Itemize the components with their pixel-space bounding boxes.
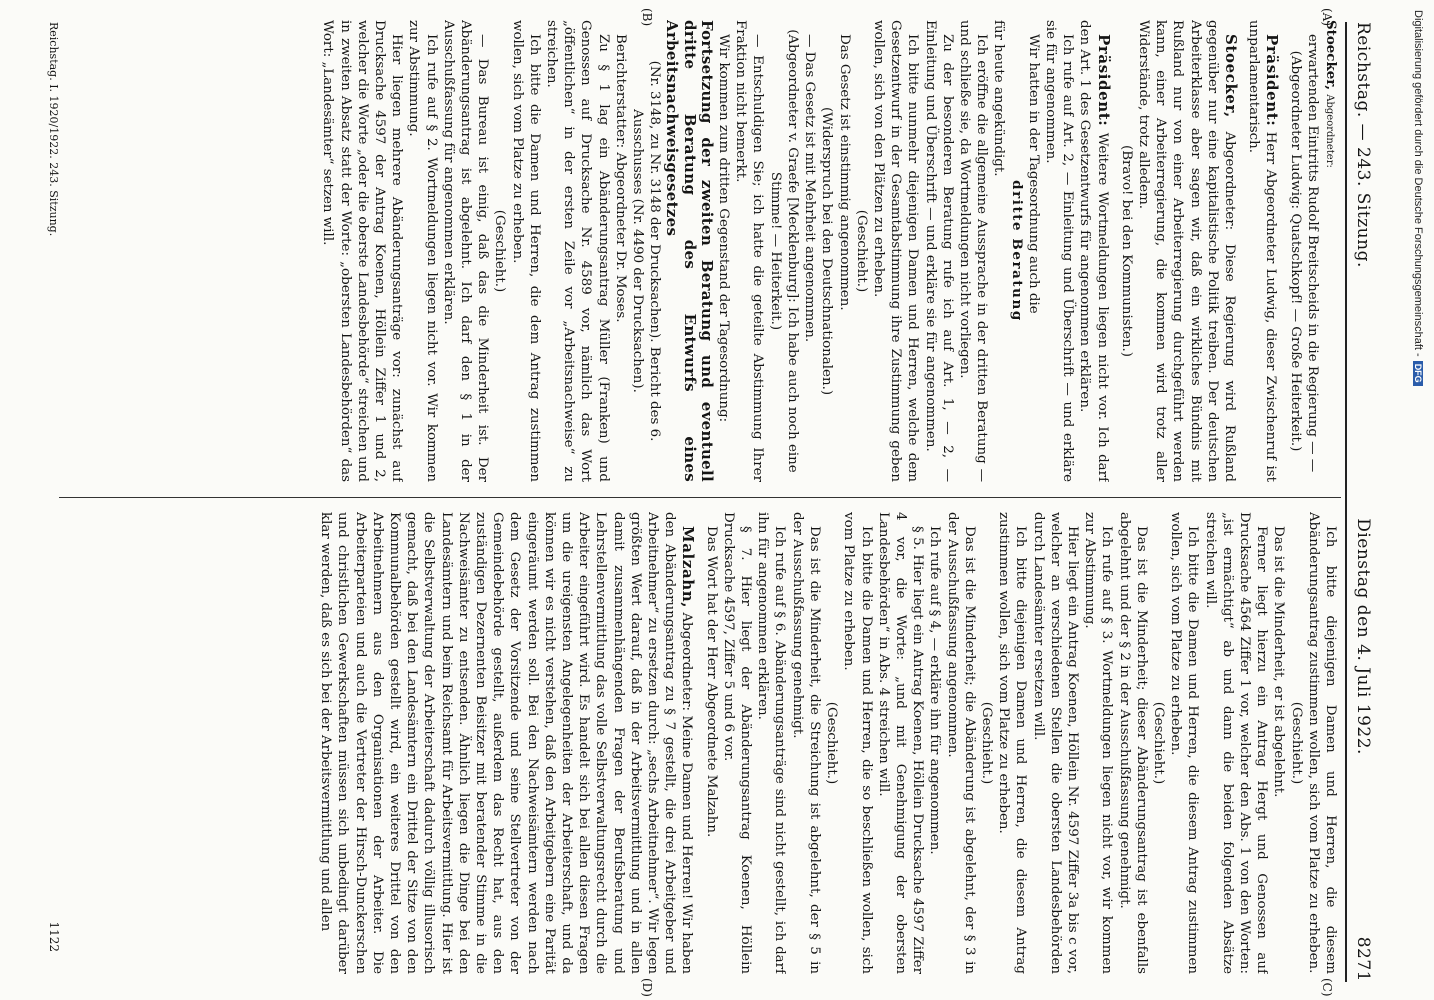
column-divider <box>59 497 1341 498</box>
interjection: (Geschieht.) <box>1150 701 1166 785</box>
paragraph: — Das Gesetz ist mit Mehrheit angenommen. <box>802 34 818 343</box>
speaker-name: Präsident: <box>1094 34 1113 127</box>
interjection: (Abgeordneter v. Graefe [Mecklenburg]: Ich habe auch noch eine Stimme! — Heiterkeit.) <box>767 29 800 473</box>
paragraph <box>317 512 696 974</box>
paragraph: für heute angekündigt. <box>991 20 1007 177</box>
paragraph: Ich rufe auf Art. 2, — Einleitung und Überschrift — und erkläre sie für angenommen. <box>1042 20 1076 482</box>
paragraph: Ich eröffne die allgemeine Aussprache in der dritten Beratung — und schließe sie, da Wortmeldungen nicht vorliegen. <box>956 20 990 482</box>
speaker-name: Stoecker, <box>1221 34 1240 118</box>
dfg-logo: DFG <box>1413 361 1423 386</box>
speaker-name: Stoecker, <box>1323 20 1339 90</box>
paragraph: Ich bitte die Damen und Herren, die so beschließen wollen, sich vom Platze zu erheben. <box>841 512 874 974</box>
agenda-heading: Fortsetzung der zweiten Beratung und eventuell dritte Beratung des Entwurfs eines Arbeitsnachweisgesetzes <box>663 20 716 482</box>
digitization-credit <box>1410 10 1424 990</box>
speaker-name: Malzahn, <box>679 526 698 609</box>
paragraph: Zu § 1 lag ein Abänderungsantrag Müller (Franken) und Genossen auf Drucksache Nr. 4589 vor, nämlich das Wort „öffentlichen“ in der ersten Zeile vor „Arbeitsnachweise“ zu streichen. <box>544 20 611 482</box>
paragraph: Wir kommen zum dritten Gegenstand der Tagesordnung: <box>716 34 732 423</box>
paragraph: Das ist die Minderheit; die Abänderung ist abgelehnt, der § 3 in der Ausschußfassung angenommen. <box>944 512 977 974</box>
margin-marker-c: (C) <box>1320 978 1334 997</box>
sheet-number: 1122 <box>47 921 62 952</box>
paragraph <box>1245 20 1280 482</box>
paragraph: Hier liegen mehrere Abänderungsanträge vor: zunächst auf Drucksache 4597 der Antrag Koenen, Höllein Ziffer 1 und 2, welcher die Worte „oder die oberste Landesbehörde“ streichen und in zweiten Absatz statt der Worte: „obersten Landesbehörden“ das Wort: „Landesämter“ setzen will. <box>320 20 405 482</box>
interjection: (Bravo! bei den Kommunisten.) <box>1118 144 1134 358</box>
interjection: (Geschieht.) <box>824 701 840 785</box>
paragraph: Berichterstatter: Abgeordneter Dr. Moses. <box>612 34 628 323</box>
header-date: Dienstag den 4. Juli 1922. <box>1353 518 1373 755</box>
header-rule <box>1345 22 1347 982</box>
paragraph: Ich bitte diejenigen Damen und Herren, die diesem Antrag zustimmen wollen, sich vom Platze zu erheben. <box>996 512 1029 974</box>
paragraph: Ich bitte die Damen und Herren, die dem Antrag zustimmen wollen, sich vom Platze zu erheben. <box>509 20 542 482</box>
interjection: (Geschieht.) <box>492 209 508 293</box>
paragraph: Das ist die Minderheit, er ist abgelehnt. <box>1271 526 1287 798</box>
page-number: 8271 <box>1353 936 1373 982</box>
speaker-role: Abgeordneter: <box>1324 94 1335 168</box>
interjection: (Widerspruch bei den Deutschnationalen.) <box>819 106 835 396</box>
interjection: (Geschieht.) <box>853 209 869 293</box>
paragraph: Wir hatten in der Tagesordnung auch die <box>1025 34 1041 314</box>
paragraph: Das ist die Minderheit; dieser Abänderungsantrag ist ebenfalls abgelehnt und der § 2 in der Ausschußfassung genehmigt. <box>1116 512 1149 974</box>
paragraph <box>1135 20 1239 482</box>
header-left: Reichstag. — 243. Sitzung. <box>1353 22 1373 268</box>
paragraph: — Das Bureau ist einig, daß das die Minderheit ist. Der Abänderungsantrag ist abgelehnt. Ich darf den § 1 in der Ausschußfassung für angenommen erklären. <box>440 20 491 482</box>
speech-text: Abgeordneter: Meine Damen und Herren! Wir haben den Abänderungsantrag zu § 7 gestellt, die drei Arbeitgeber und Arbeitnehmer“ zu ersetzen durch: „sechs Arbeitnehmer“. Wir legen größten Wert darauf, daß in der Arbeitsvermittlung und in allen damit zusammenhängenden Fragen der Berufsberatung und Lehrstellenvermittlung das volle Selbstverwaltungsrecht durch die Arbeiter eingeführt wird. Es handelt sich bei allen diesen Fragen um die ureigensten Angelegenheiten der Arbeiterschaft, und da können wir es nicht verstehen, daß den Arbeitgebern eine Parität eingeräumt werden soll. Bei den Nachweisämtern werden nach dem Gesetz der Vorsitzende und seine Stellvertreter von der Gemeindebehörde gestellt, außerdem das Recht hat, aus den zuständigen Dezernenten Beisitzer mit beratender Stimme in die Nachweisämter zu entsenden. Ähnlich liegen die Dinge bei den Landesämtern und beim Reichsamt für Arbeitsvermittlung. Hier ist die Selbstverwaltung der Arbeiterschaft dadurch völlig illusorisch gemacht, daß bei den Landesämtern ein Drittel der Sitze von den Kommunalbehörden gestellt wird, ein weiteres Drittel von den Arbeitnehmern aus den Organisationen der Arbeiter. Die Arbeiterparteien und auch die Vertreter der Hirsch-Dunckerschen und christlichen Gewerkschaften müssen sich unbedingt darüber klar werden, daß es sich bei der Arbeitsvermittlung und allen <box>318 512 695 974</box>
page-header <box>1345 22 1375 982</box>
paragraph: § 5. Hier liegt ein Antrag Koenen, Höllein Drucksache 4597 Ziffer 4 vor, die Worte: „und mit Genehmigung der obersten Landesbehörden“ in Abs. 4 streichen will. <box>875 512 926 974</box>
left-column <box>57 20 1339 482</box>
interjection: (Geschieht.) <box>1288 701 1304 785</box>
paragraph <box>1321 20 1339 482</box>
speech-text: Weitere Wortmeldungen liegen nicht vor. Ich darf den Art. 1 des Gesetzentwurfs für angenommen erklären. <box>1077 20 1110 482</box>
paragraph: Hier liegt ein Antrag Koenen, Höllein Nr. 4597 Ziffer 3a bis c vor, welcher an verschiedenen Stellen die obersten Landesbehörden durch Landesämter ersetzen will. <box>1030 512 1080 974</box>
page-footer: Reichstag. I. 1920/1922. 243. Sitzung. <box>47 22 61 237</box>
margin-marker-a: (A) <box>1320 8 1334 27</box>
agenda-reference: (Nr. 3148, zu Nr. 3148 der Drucksachen). Bericht des 6. Ausschusses (Nr. 4490 der Drucksachen). <box>630 60 663 442</box>
interjection: (Geschieht.) <box>978 701 994 785</box>
right-column <box>57 512 1339 974</box>
margin-marker-b: (B) <box>640 8 654 27</box>
rotated-page <box>45 8 1375 997</box>
paragraph: Das Gesetz ist einstimmig angenommen. <box>836 34 852 311</box>
paragraph: Ich rufe auf § 4, — erkläre ihn für angenommen. <box>927 526 943 855</box>
paragraph: Ferner liegt hierzu ein Antrag Hergt und Genossen auf Drucksache 4564 Ziffer 1 vor, welcher den Abs. 1 von den Worten: „ist ermächtigt“ ab und dann die beiden folgenden Absätze streichen will. <box>1202 512 1270 974</box>
paragraph: Ich bitte diejenigen Damen und Herren, die diesem Abänderungsantrag zustimmen wollen, sich vom Platze zu erheben. <box>1305 512 1338 974</box>
credit-text: Digitalisierung gefördert durch die Deutsche Forschungsgemeinschaft - <box>1412 10 1424 357</box>
speech-text: Herr Abgeordneter Ludwig, dieser Zwischenruf ist unparlamentarisch. <box>1246 20 1279 482</box>
section-heading: dritte Beratung <box>1008 180 1025 322</box>
paragraph <box>1076 20 1111 482</box>
paragraph: — Entschuldigen Sie; ich hatte die geteilte Abstimmung Ihrer Fraktion nicht bemerkt. <box>733 20 766 482</box>
interjection: (Abgeordneter Ludwig: Quatschkopf! — Große Heiterkeit.) <box>1287 50 1303 452</box>
paragraph: Das Wort hat der Herr Abgeordnete Malzahn. <box>703 526 719 838</box>
paragraph: § 7. Hier liegt der Abänderungsantrag Koenen, Höllein Drucksache 4597, Ziffer 5 und 6 vor. <box>720 512 754 974</box>
speaker-name: Präsident: <box>1263 34 1282 127</box>
paragraph: erwartenden Eintritts Rudolf Breitscheids in die Regierung — — <box>1304 34 1320 473</box>
header-right <box>1354 518 1371 982</box>
paragraph: Das ist die Minderheit, die Streichung ist abgelehnt, der § 5 in der Ausschußfassung genehmigt. <box>789 512 822 974</box>
paragraph: Ich bitte die Damen und Herren, die diesem Antrag zustimmen wollen, sich vom Platze zu erheben. <box>1168 512 1201 974</box>
paragraph: Ich bitte nunmehr diejenigen Damen und Herren, welche dem Gesetzentwurf in der Gesamtabstimmung ihre Zustimmung geben wollen, sich von den Plätzen zu erheben. <box>870 20 921 482</box>
paragraph: Ich rufe auf § 6. Abänderungsanträge sind nicht gestellt, ich darf ihn für angenommen erklären. <box>755 512 788 974</box>
paragraph: Zu der besonderen Beratung rufe ich auf Art. 1, — 2, — Einleitung und Überschrift — und erkläre sie für angenommen. <box>922 20 955 482</box>
paragraph: Ich rufe auf § 2. Wortmeldungen liegen nicht vor. Wir kommen zur Abstimmung. <box>406 20 439 482</box>
speech-text: Abgeordneter: Diese Regierung wird Rußland gegenüber nur eine kapitalistische Politik treiben. Der deutschen Arbeiterklasse aber sagen wir, daß ein wirkliches Bündnis mit Rußland nur von einer Arbeiterregierung durchgeführt werden kann, einer Arbeiterregierung, die kommen wird trotz aller Widerstände, trotz alledem. <box>1135 20 1237 482</box>
paragraph: Ich rufe auf § 3. Wortmeldungen liegen nicht vor, wir kommen zur Abstimmung. <box>1082 512 1115 974</box>
margin-marker-d: (D) <box>640 978 654 997</box>
